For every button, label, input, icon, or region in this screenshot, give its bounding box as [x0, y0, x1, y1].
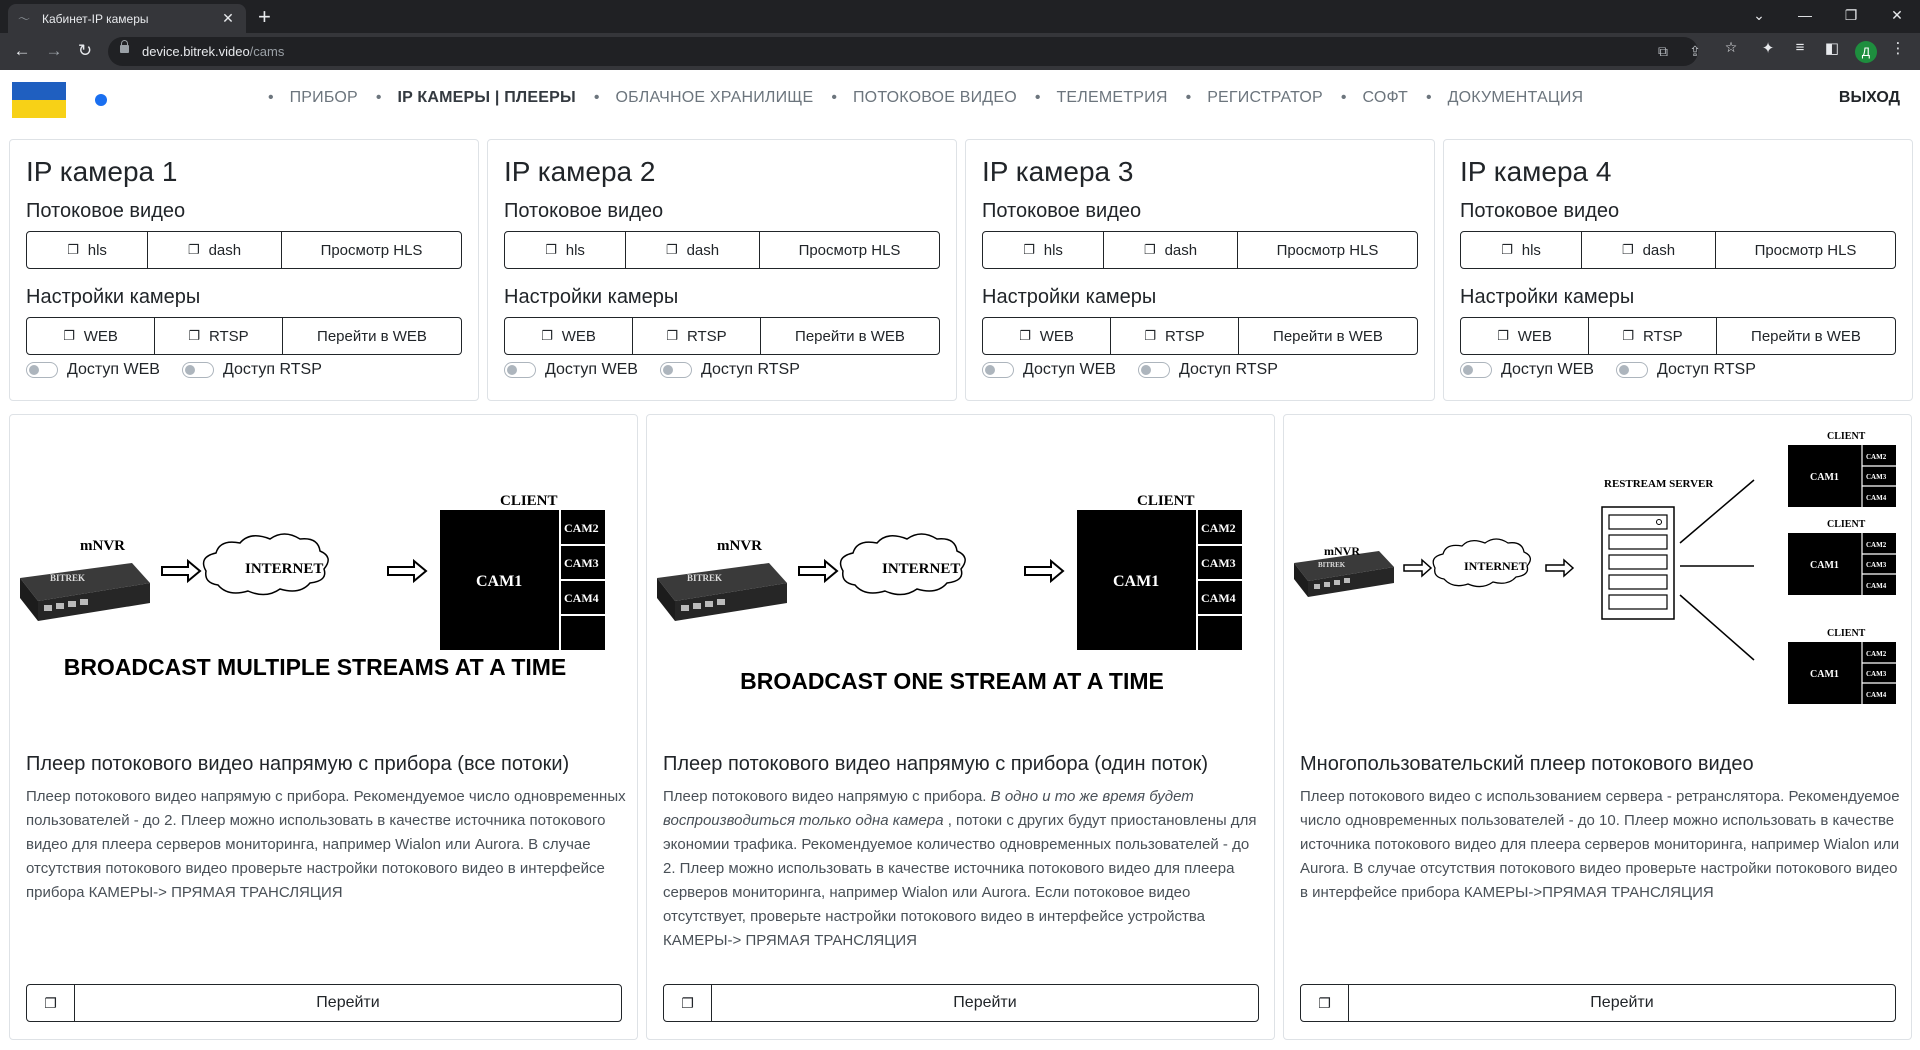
- lock-icon: [120, 45, 129, 53]
- bookmark-star-icon[interactable]: ☆: [1724, 39, 1738, 55]
- stream-heading: Потоковое видео: [1460, 200, 1620, 222]
- side-panel-icon[interactable]: ◧: [1824, 40, 1840, 57]
- access-toggles: [982, 361, 1300, 379]
- rtsp-button[interactable]: ❐ RTSP: [1111, 318, 1239, 354]
- browser-menu-icon[interactable]: ⋮: [1890, 40, 1906, 57]
- access-web-label: Доступ WEB: [545, 361, 638, 378]
- player-title: Плеер потокового видео напрямую с прибора (один поток): [663, 753, 1209, 775]
- device-brand-text: BITREK: [50, 573, 86, 583]
- settings-heading: Настройки камеры: [26, 286, 201, 308]
- device-brand-text: BITREK: [687, 573, 723, 583]
- copy-icon: ❐: [1019, 328, 1031, 343]
- view-hls-button[interactable]: Просмотр HLS: [798, 241, 901, 259]
- new-tab-icon[interactable]: +: [258, 4, 271, 29]
- description-emphasis: В одно и то же время будет воспроизводиться только одна камера: [663, 788, 1194, 829]
- copy-icon: ❐: [1621, 242, 1634, 257]
- copy-link-icon[interactable]: ❐: [664, 985, 712, 1021]
- arrow-icon: [799, 561, 837, 581]
- access-rtsp-switch[interactable]: [1138, 362, 1170, 378]
- player-card-direct-one: [646, 414, 1275, 1040]
- player-title: Плеер потокового видео напрямую с прибора (все потоки): [26, 753, 570, 775]
- goto-web-button[interactable]: Перейти в WEB: [317, 327, 427, 345]
- web-button[interactable]: ❐ WEB: [983, 318, 1111, 354]
- tab-close-icon[interactable]: ✕: [222, 10, 234, 26]
- cam1-label: CAM1: [1113, 573, 1160, 590]
- settings-button-group: [1460, 317, 1896, 355]
- cam2-label: CAM2: [1866, 453, 1887, 461]
- access-web-label: Доступ WEB: [1501, 361, 1594, 378]
- copy-icon: ❐: [541, 328, 553, 343]
- device-label: mNVR: [80, 538, 125, 554]
- access-web-label: Доступ WEB: [67, 361, 160, 378]
- device-label: mNVR: [1324, 544, 1360, 558]
- player-description: Плеер потокового видео напрямую с прибора. В одно и то же время будет воспроизводиться только одна камера , потоки с других будут приостановлены для экономии трафика. Рекомендуемое количество одновременных пользователей - до 2. Плеер можно использовать в качестве источника потокового видео для плеера серверов мониторинга, например Wialon или Aurora. Если потоковое видео отсутствует, проверьте настройки потокового видео в интерфейсе устройства КАМЕРЫ-> ПРЯМАЯ ТРАНСЛЯЦИЯ: [663, 788, 1257, 949]
- reload-icon[interactable]: ↻: [77, 41, 93, 60]
- arrow-icon: [1025, 561, 1063, 581]
- diagram-caption: BROADCAST MULTIPLE STREAMS AT A TIME: [63, 654, 567, 680]
- browser-tab-bar: [0, 0, 1920, 33]
- cam1-label: CAM1: [1810, 472, 1839, 483]
- player-go-group: [1300, 984, 1896, 1022]
- client-screen: [1788, 519, 1896, 595]
- stream-button-group: [26, 231, 462, 269]
- dash-button[interactable]: ❐ dash: [626, 232, 760, 268]
- copy-link-icon[interactable]: ❐: [1301, 985, 1349, 1021]
- copy-icon: ❐: [665, 242, 678, 257]
- client-label: CLIENT: [1137, 493, 1195, 509]
- settings-heading: Настройки камеры: [1460, 286, 1635, 308]
- goto-web-button[interactable]: Перейти в WEB: [1751, 327, 1861, 345]
- copy-icon: ❐: [1023, 242, 1035, 257]
- camera-title: IP камера 2: [504, 156, 656, 187]
- player-card-direct-all: [9, 414, 638, 1040]
- arrow-icon: [1404, 560, 1431, 576]
- access-web-switch[interactable]: [504, 362, 536, 378]
- main-nav: • ПРИБОР • IP КАМЕРЫ | ПЛЕЕРЫ • ОБЛАЧНОЕ ХРАНИЛИЩЕ • ПОТОКОВОЕ ВИДЕО • ТЕЛЕМЕТРИЯ • РЕГИСТРАТОР • СОФТ • ДОКУМЕНТАЦИЯ: [268, 89, 1584, 106]
- copy-icon: ❐: [187, 242, 200, 257]
- nav-item-recorder[interactable]: РЕГИСТРАТОР: [1207, 89, 1323, 106]
- hls-button[interactable]: ❐ hls: [1461, 232, 1582, 268]
- access-rtsp-switch[interactable]: [1616, 362, 1648, 378]
- access-rtsp-label: Доступ RTSP: [222, 361, 322, 378]
- copy-icon: ❐: [63, 328, 75, 343]
- player-title: Многопользовательский плеер потокового видео: [1300, 753, 1754, 775]
- stream-button-group: [1460, 231, 1896, 269]
- cam3-label: CAM3: [1201, 556, 1236, 570]
- access-rtsp-label: Доступ RTSP: [700, 361, 800, 378]
- translate-icon[interactable]: ⧉: [1658, 43, 1668, 59]
- cam3-label: CAM3: [1866, 473, 1887, 481]
- cam4-label: CAM4: [1201, 591, 1236, 605]
- internet-label: INTERNET: [1464, 559, 1527, 573]
- internet-label: INTERNET: [245, 561, 324, 577]
- nav-item-telemetry[interactable]: ТЕЛЕМЕТРИЯ: [1056, 89, 1168, 106]
- settings-button-group: [982, 317, 1418, 355]
- rtsp-button[interactable]: ❐ RTSP: [1589, 318, 1717, 354]
- client-label: CLIENT: [1827, 519, 1866, 530]
- nav-item-documentation[interactable]: ДОКУМЕНТАЦИЯ: [1447, 89, 1584, 106]
- stream-button-group: [982, 231, 1418, 269]
- address-bar[interactable]: [108, 37, 1701, 66]
- cam2-label: CAM2: [564, 521, 599, 535]
- player-go-group: [663, 984, 1259, 1022]
- settings-heading: Настройки камеры: [504, 286, 679, 308]
- access-web-label: Доступ WEB: [1023, 361, 1116, 378]
- copy-icon: ❐: [1144, 328, 1156, 343]
- access-rtsp-switch[interactable]: [660, 362, 692, 378]
- cam1-label: CAM1: [1810, 560, 1839, 571]
- rtsp-button[interactable]: ❐ RTSP: [633, 318, 761, 354]
- site-header: [0, 70, 1920, 128]
- copy-icon: ❐: [67, 242, 79, 257]
- view-hls-button[interactable]: Просмотр HLS: [320, 241, 423, 259]
- access-rtsp-switch[interactable]: [182, 362, 214, 378]
- copy-icon: ❐: [545, 242, 557, 257]
- settings-button-group: [26, 317, 462, 355]
- hls-button[interactable]: ❐ hls: [505, 232, 626, 268]
- nav-item-ip-cameras[interactable]: IP КАМЕРЫ | ПЛЕЕРЫ: [397, 89, 576, 106]
- web-button[interactable]: ❐ WEB: [505, 318, 633, 354]
- stream-button-group: [504, 231, 940, 269]
- goto-web-button[interactable]: Перейти в WEB: [1273, 327, 1383, 345]
- access-web-switch[interactable]: [1460, 362, 1492, 378]
- go-button[interactable]: Перейти: [1590, 994, 1654, 1011]
- access-toggles: [504, 361, 822, 379]
- client-screen: [1788, 431, 1896, 507]
- camera-card-2: [487, 139, 957, 401]
- goto-web-button[interactable]: Перейти в WEB: [795, 327, 905, 345]
- arrow-icon: [162, 561, 200, 581]
- camera-card-4: [1443, 139, 1913, 401]
- back-icon[interactable]: ←: [13, 41, 31, 60]
- copy-icon: ❐: [1143, 242, 1156, 257]
- cam1-label: CAM1: [1810, 669, 1839, 680]
- internet-label: INTERNET: [882, 561, 961, 577]
- settings-button-group: [504, 317, 940, 355]
- arrow-icon: [1546, 560, 1573, 576]
- diagram-restream: [1284, 415, 1913, 735]
- access-rtsp-label: Доступ RTSP: [1178, 361, 1278, 378]
- mnvr-device-icon: [657, 563, 787, 621]
- cam4-label: CAM4: [564, 591, 599, 605]
- url-text: device.bitrek.video/cams: [142, 44, 285, 59]
- nav-item-device[interactable]: ПРИБОР: [289, 89, 358, 106]
- dash-button[interactable]: ❐ dash: [1104, 232, 1238, 268]
- forward-icon[interactable]: →: [45, 41, 63, 60]
- browser-toolbar: [0, 33, 1920, 70]
- dash-button[interactable]: ❐ dash: [148, 232, 282, 268]
- go-button[interactable]: Перейти: [316, 994, 380, 1011]
- logout-link[interactable]: ВЫХОД: [1838, 89, 1900, 106]
- diagram-single-stream: [647, 415, 1276, 735]
- dash-button[interactable]: ❐ dash: [1582, 232, 1716, 268]
- client-label: CLIENT: [1827, 431, 1866, 442]
- arrow-icon: [388, 561, 426, 581]
- cam3-label: CAM3: [1866, 561, 1887, 569]
- access-web-switch[interactable]: [982, 362, 1014, 378]
- player-description: Плеер потокового видео напрямую с прибора. Рекомендуемое число одновременных пользователей - до 2. Плеер можно использовать в качестве источника потокового видео для плеера серверов мониторинга, например Wialon или Aurora. В случае отсутствия потокового видео проверьте настройки потокового видео в интерфейсе прибора КАМЕРЫ-> ПРЯМАЯ ТРАНСЛЯЦИЯ: [26, 788, 626, 901]
- copy-icon: ❐: [188, 328, 200, 343]
- device-brand-text: BITREK: [1318, 561, 1346, 569]
- client-label: CLIENT: [1827, 628, 1866, 639]
- connector-line: [1680, 595, 1754, 660]
- flag-yellow-stripe: [12, 100, 66, 118]
- camera-card-3: [965, 139, 1435, 401]
- mnvr-device-icon: [20, 563, 150, 621]
- camera-title: IP камера 4: [1460, 156, 1612, 187]
- camera-card-1: [9, 139, 479, 401]
- camera-title: IP камера 1: [26, 156, 178, 187]
- access-toggles: [1460, 361, 1778, 379]
- tab-favicon-icon: 〜: [18, 11, 31, 26]
- web-button[interactable]: ❐ WEB: [27, 318, 155, 354]
- cam4-label: CAM4: [1866, 494, 1887, 502]
- hls-button[interactable]: ❐ hls: [983, 232, 1104, 268]
- access-toggles: [26, 361, 344, 379]
- cam2-label: CAM2: [1866, 541, 1887, 549]
- diagram-caption: BROADCAST ONE STREAM AT A TIME: [740, 668, 1164, 694]
- nav-item-streaming-video[interactable]: ПОТОКОВОЕ ВИДЕО: [852, 89, 1017, 106]
- stream-heading: Потоковое видео: [504, 200, 664, 222]
- cam2-label: CAM2: [1201, 521, 1236, 535]
- share-icon[interactable]: ⇪: [1689, 43, 1701, 59]
- client-screen: [1788, 628, 1896, 704]
- cam3-label: CAM3: [564, 556, 599, 570]
- web-button[interactable]: ❐ WEB: [1461, 318, 1589, 354]
- extensions-icon[interactable]: ✦: [1761, 40, 1775, 57]
- view-hls-button[interactable]: Просмотр HLS: [1276, 241, 1379, 259]
- nav-item-cloud-storage[interactable]: ОБЛАЧНОЕ ХРАНИЛИЩЕ: [615, 89, 814, 106]
- ukraine-flag-logo[interactable]: [12, 82, 66, 118]
- flag-blue-stripe: [12, 82, 66, 100]
- cam4-label: CAM4: [1866, 691, 1887, 699]
- tab-title: Кабинет-IP камеры: [42, 11, 149, 26]
- copy-link-icon[interactable]: ❐: [27, 985, 75, 1021]
- access-web-switch[interactable]: [26, 362, 58, 378]
- client-label: CLIENT: [500, 493, 558, 509]
- restore-icon[interactable]: ❐: [1844, 7, 1858, 23]
- cam1-label: CAM1: [476, 573, 523, 590]
- connection-status-dot: [95, 94, 107, 106]
- settings-heading: Настройки камеры: [982, 286, 1157, 308]
- server-label: RESTREAM SERVER: [1604, 478, 1714, 490]
- player-card-multiuser: [1283, 414, 1912, 1040]
- profile-avatar[interactable]: Д: [1855, 41, 1877, 63]
- tab-search-chevron-icon[interactable]: ⌄: [1753, 7, 1765, 23]
- minimize-icon[interactable]: —: [1798, 7, 1812, 23]
- copy-icon: ❐: [1497, 328, 1509, 343]
- cam2-label: CAM2: [1866, 650, 1887, 658]
- close-window-icon[interactable]: ✕: [1891, 7, 1903, 23]
- stream-heading: Потоковое видео: [26, 200, 186, 222]
- rtsp-button[interactable]: ❐ RTSP: [155, 318, 283, 354]
- stream-heading: Потоковое видео: [982, 200, 1142, 222]
- restream-server-icon: [1602, 507, 1674, 619]
- camera-title: IP камера 3: [982, 156, 1134, 187]
- player-description: Плеер потокового видео с использованием сервера - ретранслятора. Рекомендуемое число одновременных пользователей - до 10. Плеер можно использовать в качестве источника потокового видео для плеера серверов мониторинга, например Wialon или Aurora. В случае отсутствия потокового видео проверьте настройки потокового видео в интерфейсе прибора КАМЕРЫ->ПРЯМАЯ ТРАНСЛЯЦИЯ: [1300, 788, 1900, 901]
- access-rtsp-label: Доступ RTSP: [1656, 361, 1756, 378]
- nav-item-software[interactable]: СОФТ: [1362, 89, 1408, 106]
- go-button[interactable]: Перейти: [953, 994, 1017, 1011]
- player-go-group: [26, 984, 622, 1022]
- hls-button[interactable]: ❐ hls: [27, 232, 148, 268]
- diagram-multi-stream: [10, 415, 639, 735]
- device-label: mNVR: [717, 538, 762, 554]
- cam4-label: CAM4: [1866, 582, 1887, 590]
- browser-tab[interactable]: [8, 4, 246, 33]
- cam3-label: CAM3: [1866, 670, 1887, 678]
- copy-icon: ❐: [666, 328, 678, 343]
- view-hls-button[interactable]: Просмотр HLS: [1754, 241, 1857, 259]
- copy-icon: ❐: [1501, 242, 1513, 257]
- copy-icon: ❐: [1622, 328, 1634, 343]
- reading-list-icon[interactable]: ≡: [1795, 39, 1805, 56]
